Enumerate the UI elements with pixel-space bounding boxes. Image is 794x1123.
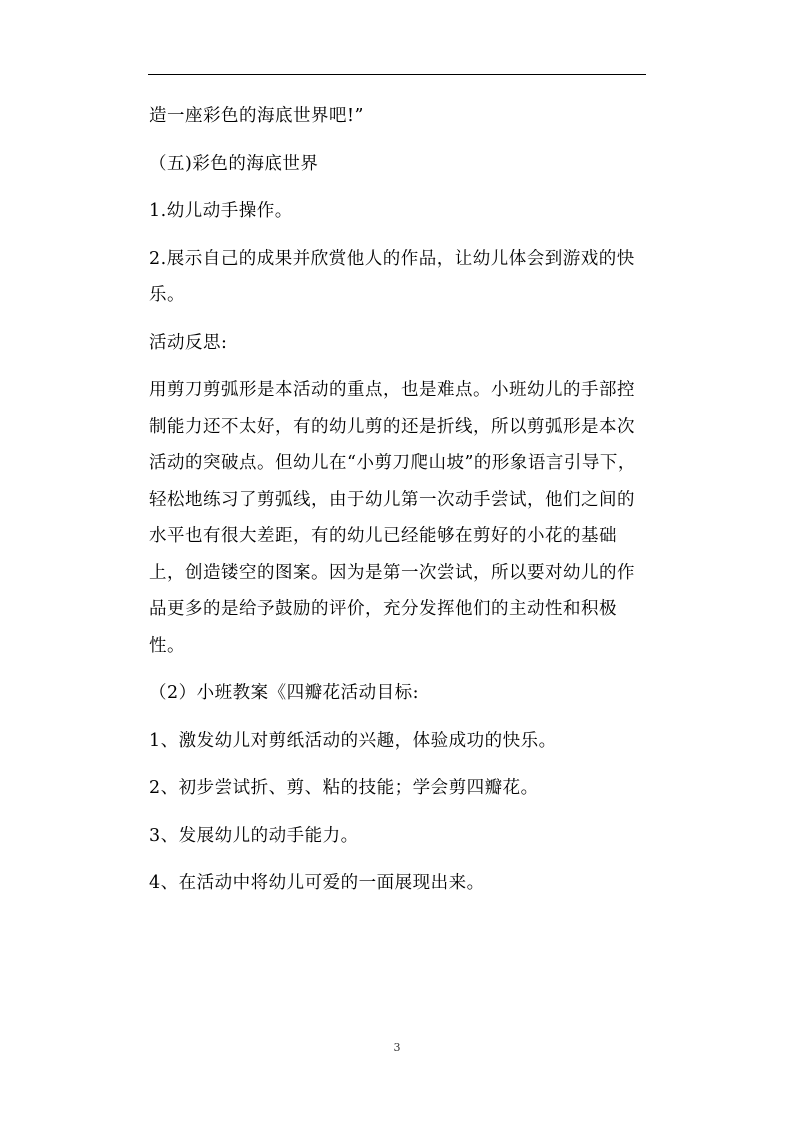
reflection-body: 用剪刀剪弧形是本活动的重点，也是难点。小班幼儿的手部控制能力还不太好，有的幼儿剪的还是折线，所以剪弧形是本次活动的突破点。但幼儿在“小剪刀爬山坡”的形象语言引导下，轻松地练习了剪弧线，由于幼儿第一次动手尝试，他们之间的水平也有很大差距，有的幼儿已经能够在剪好的小花的基础上，创造镂空的图案。因为是第一次尝试，所以要对幼儿的作品更多的是给予鼓励的评价，充分发挥他们的主动性和积极性。 <box>149 380 636 656</box>
goal-item-3: 3、发展幼儿的动手能力。 <box>149 825 359 846</box>
header-rule <box>148 74 646 75</box>
reflection-heading: 活动反思: <box>149 332 228 353</box>
goal-item-4: 4、在活动中将幼儿可爱的一面展现出来。 <box>149 873 485 893</box>
list-item-1: 1.幼儿动手操作。 <box>149 201 293 221</box>
page-number: 3 <box>393 1041 401 1054</box>
document-body <box>149 98 643 902</box>
lesson-plan-heading: （2）小班教案《四瓣花活动目标: <box>149 683 420 703</box>
paragraph-continuation: 造一座彩色的海底世界吧!” <box>149 106 364 126</box>
goal-item-2: 2、初步尝试折、剪、粘的技能；学会剪四瓣花。 <box>149 778 539 798</box>
goal-item-1: 1、激发幼儿对剪纸活动的兴趣，体验成功的快乐。 <box>149 730 557 751</box>
section-heading-five: （五)彩色的海底世界 <box>149 153 319 174</box>
list-item-2: 2.展示自己的成果并欣赏他人的作品，让幼儿体会到游戏的快乐。 <box>149 248 635 305</box>
